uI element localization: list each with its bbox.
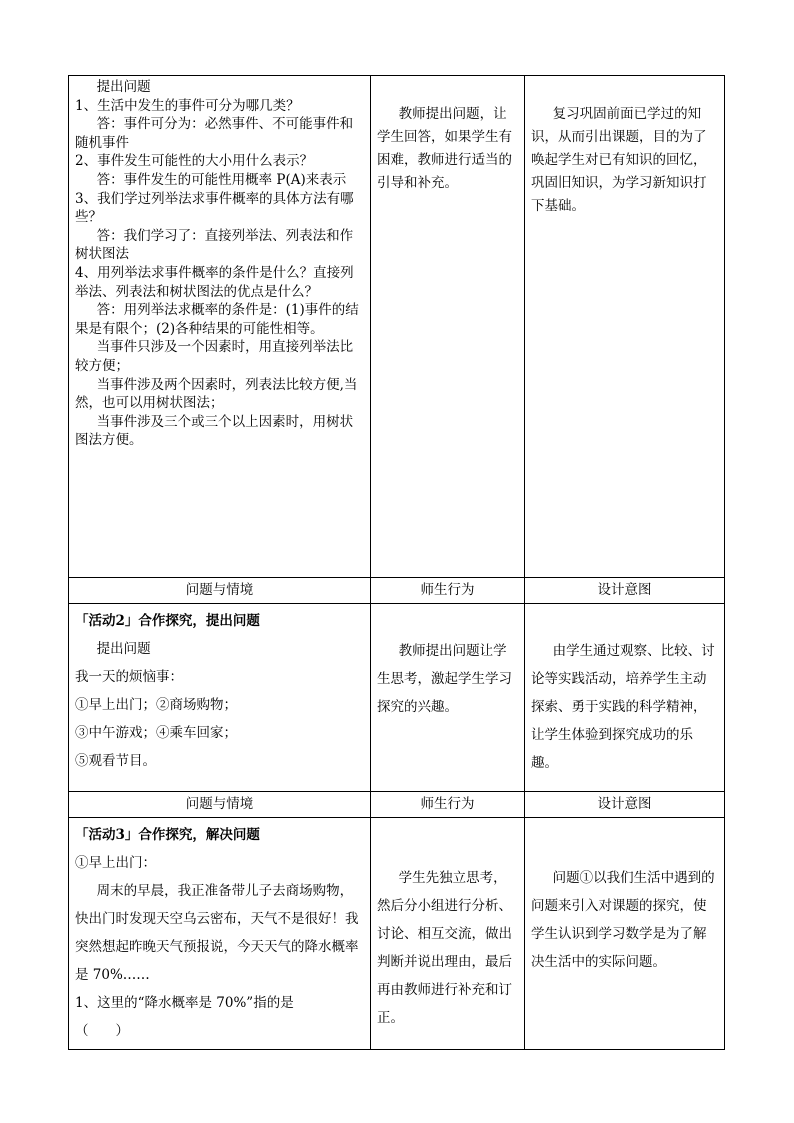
activity2-teacher-text: 教师提出问题让学生思考，激起学生学习探究的兴趣。 xyxy=(377,643,512,715)
review-line: 1、生活中发生的事件可分为哪几类？ xyxy=(75,97,300,114)
activity3-intent-text: 问题①以我们生活中遇到的问题来引入对课题的探究，使学生认识到学习数学是为了解决生活中的实际问题。 xyxy=(531,870,715,970)
review-line: 答：事件可分为：必然事件、不可能事件和随机事件 xyxy=(75,116,354,151)
activity3-title: 合作探究，解决问题 xyxy=(138,827,260,843)
review-line: 答：用列举法求概率的条件是：(1)事件的结果是有限个；(2)各种结果的可能性相等。 xyxy=(75,302,359,337)
header-row-1 xyxy=(69,578,725,604)
review-intent-cell xyxy=(525,76,725,578)
review-line: 提出问题 xyxy=(96,79,151,95)
review-line: 4、用列举法求事件概率的条件是什么？直接列举法、列表法和树状图法的优点是什么？ xyxy=(75,264,354,300)
review-line: 当事件只涉及一个因素时，用直接列举法比较方便； xyxy=(75,339,354,374)
activity3-line: 1、这里的“降水概率是 70%”指的是 xyxy=(75,995,294,1011)
header-behavior: 师生行为 xyxy=(371,792,525,818)
review-question-cell xyxy=(69,76,371,578)
activity2-intent-text: 由学生通过观察、比较、讨论等实践活动，培养学生主动探索、勇于实践的科学精神，让学生体验到探究成功的乐趣。 xyxy=(531,643,715,771)
activity2-label: 「活动2」 xyxy=(75,613,139,629)
review-teacher-text: 教师提出问题，让学生回答，如果学生有困难，教师进行适当的引导和补充。 xyxy=(377,106,512,191)
activity3-label: 「活动3」 xyxy=(75,827,139,843)
activity2-line: ①早上出门；②商场购物； xyxy=(75,697,237,713)
review-line: 当事件涉及三个或三个以上因素时，用树状图法方便。 xyxy=(75,413,354,449)
header-intent: 设计意图 xyxy=(525,578,725,604)
activity2-line: ③中午游戏；④乘车回家； xyxy=(75,725,237,741)
activity3-line: ①早上出门： xyxy=(75,855,156,871)
activity3-answer-blank: （ ） xyxy=(75,1023,129,1039)
header-row-2 xyxy=(69,792,725,818)
review-row xyxy=(69,76,725,578)
activity3-question-cell xyxy=(69,818,371,1050)
activity3-line: 周末的早晨，我正准备带儿子去商场购物，快出门时发现天空乌云密布，天气不是很好！我突然想起昨晚天气预报说，今天天气的降水概率是 70%…… xyxy=(75,883,359,983)
header-intent: 设计意图 xyxy=(525,792,725,818)
lesson-plan-table xyxy=(68,75,725,1050)
activity2-row xyxy=(69,604,725,792)
activity3-intent-cell xyxy=(525,818,725,1050)
review-line: 答：事件发生的可能性用概率 P(A)来表示 xyxy=(96,171,347,188)
review-line: 当事件涉及两个因素时，列表法比较方便,当然，也可以用树状图法； xyxy=(75,376,358,412)
activity3-heading xyxy=(75,821,364,849)
header-behavior: 师生行为 xyxy=(371,578,525,604)
activity2-line: ⑤观看节目。 xyxy=(75,753,156,769)
review-line: 答：我们学习了：直接列举法、列表法和作树状图法 xyxy=(75,227,354,263)
activity3-row xyxy=(69,818,725,1050)
activity2-question-cell xyxy=(69,604,371,792)
activity2-title: 合作探究，提出问题 xyxy=(138,613,260,629)
activity2-intent-cell xyxy=(525,604,725,792)
activity2-line: 提出问题 xyxy=(96,641,151,657)
review-intent-text: 复习巩固前面已学过的知识，从而引出课题，目的为了唤起学生对已有知识的回忆，巩固旧知识，为学习新知识打下基础。 xyxy=(531,106,707,214)
review-teacher-cell xyxy=(371,76,525,578)
review-line: 3、我们学过列举法求事件概率的具体方法有哪些？ xyxy=(75,190,354,226)
review-line: 2、事件发生可能性的大小用什么表示？ xyxy=(75,153,314,170)
header-question: 问题与情境 xyxy=(69,578,371,604)
activity3-teacher-cell xyxy=(371,818,525,1050)
activity3-teacher-text: 学生先独立思考，然后分小组进行分析、讨论、相互交流，做出判断并说出理由，最后再由教师进行补充和订正。 xyxy=(377,870,512,1026)
activity2-line: 我一天的烦恼事： xyxy=(75,669,183,685)
activity2-teacher-cell xyxy=(371,604,525,792)
activity2-heading xyxy=(75,607,364,635)
header-question: 问题与情境 xyxy=(69,792,371,818)
